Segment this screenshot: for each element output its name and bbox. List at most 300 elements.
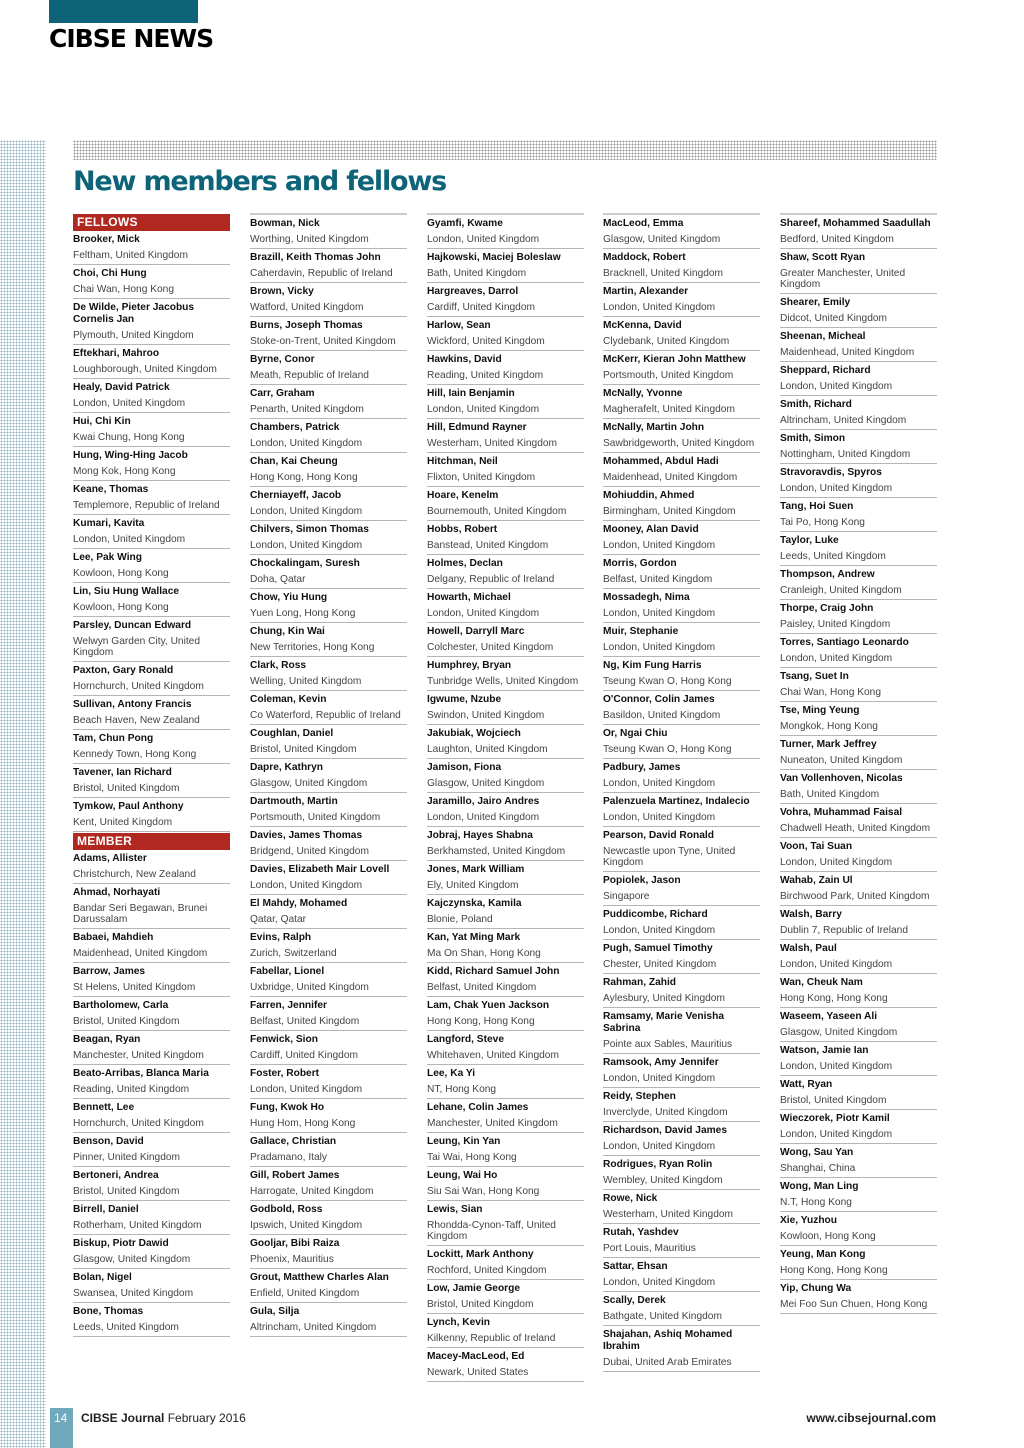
member-name: Hitchman, Neil: [427, 456, 498, 467]
member-name: Low, Jamie George: [427, 1283, 521, 1294]
member-name: Gooljar, Bibi Raiza: [250, 1238, 340, 1249]
member-location: Kowloon, Hong Kong: [73, 568, 169, 579]
member-location: Feltham, United Kingdom: [73, 250, 188, 261]
member-entry: [780, 1178, 937, 1212]
member-name: Chung, Kin Wai: [250, 626, 325, 637]
member-entry: [427, 215, 584, 249]
member-entry: [603, 521, 760, 555]
member-entry: [780, 1008, 937, 1042]
member-location: Doha, Qatar: [250, 574, 306, 585]
member-name: Or, Ngai Chiu: [603, 728, 668, 739]
member-name: Paxton, Gary Ronald: [73, 665, 174, 676]
member-entry: [427, 1133, 584, 1167]
member-location: Rhondda-Cynon-Taff, United Kingdom: [427, 1220, 556, 1242]
member-name: Tsang, Suet In: [780, 671, 849, 682]
member-entry: [73, 583, 230, 617]
member-entry: [427, 895, 584, 929]
member-name: Gyamfi, Kwame: [427, 218, 503, 229]
member-location: Bridgend, United Kingdom: [250, 846, 369, 857]
member-location: London, United Kingdom: [250, 438, 363, 449]
decorative-dot-pattern: [0, 140, 46, 1448]
member-name: Davies, Elizabeth Mair Lovell: [250, 864, 390, 875]
member-location: Laughton, United Kingdom: [427, 744, 548, 755]
member-entry: [427, 419, 584, 453]
member-name: Evins, Ralph: [250, 932, 312, 943]
member-location: Bristol, United Kingdom: [73, 783, 180, 794]
member-location: Penarth, United Kingdom: [250, 404, 364, 415]
member-location: Mei Foo Sun Chuen, Hong Kong: [780, 1299, 928, 1310]
member-entry: [427, 1031, 584, 1065]
member-entry: [73, 929, 230, 963]
member-name: Byrne, Conor: [250, 354, 315, 365]
member-name: Hawkins, David: [427, 354, 502, 365]
member-name: Bowman, Nick: [250, 218, 320, 229]
member-name: Yip, Chung Wa: [780, 1283, 852, 1294]
member-name: Shaw, Scott Ryan: [780, 252, 866, 263]
member-name: Hobbs, Robert: [427, 524, 498, 535]
member-name: Walsh, Barry: [780, 909, 842, 920]
member-name: Fabellar, Lionel: [250, 966, 325, 977]
member-name: Carr, Graham: [250, 388, 315, 399]
member-location: London, United Kingdom: [780, 381, 893, 392]
member-location: Portsmouth, United Kingdom: [250, 812, 381, 823]
member-location: Maidenhead, United Kingdom: [73, 948, 208, 959]
member-location: Clydebank, United Kingdom: [603, 336, 730, 347]
member-location: London, United Kingdom: [603, 812, 716, 823]
member-name: Howarth, Michael: [427, 592, 511, 603]
member-entry: [73, 884, 230, 929]
member-location: Beach Haven, New Zealand: [73, 715, 200, 726]
member-name: Ramsamy, Marie Venisha Sabrina: [603, 1011, 724, 1034]
member-entry: [250, 1269, 407, 1303]
member-location: Glasgow, United Kingdom: [427, 778, 545, 789]
member-location: London, United Kingdom: [427, 234, 540, 245]
member-location: Wembley, United Kingdom: [603, 1175, 723, 1186]
member-entry: [603, 1190, 760, 1224]
member-location: Ely, United Kingdom: [427, 880, 519, 891]
member-entry: [603, 1258, 760, 1292]
member-entry: [73, 963, 230, 997]
member-location: Ipswich, United Kingdom: [250, 1220, 363, 1231]
footer-url[interactable]: www.cibsejournal.com: [806, 1411, 936, 1425]
member-name: Scally, Derek: [603, 1295, 666, 1306]
member-location: Dublin 7, Republic of Ireland: [780, 925, 908, 936]
member-entry: [603, 691, 760, 725]
member-name: Bartholomew, Carla: [73, 1000, 169, 1011]
member-entry: [250, 793, 407, 827]
member-name: Beato-Arribas, Blanca Maria: [73, 1068, 209, 1079]
member-location: Blonie, Poland: [427, 914, 493, 925]
member-location: Bristol, United Kingdom: [73, 1016, 180, 1027]
column-1: [73, 213, 230, 1337]
member-name: McKenna, David: [603, 320, 682, 331]
member-name: McKerr, Kieran John Matthew: [603, 354, 746, 365]
member-location: Hong Kong, Hong Kong: [780, 1265, 888, 1276]
member-entry: [73, 997, 230, 1031]
member-entry: [73, 1201, 230, 1235]
member-entry: [780, 328, 937, 362]
member-entry: [427, 827, 584, 861]
member-entry: [73, 798, 230, 832]
member-name: Richardson, David James: [603, 1125, 727, 1136]
member-name: Igwume, Nzube: [427, 694, 502, 705]
member-location: Chester, United Kingdom: [603, 959, 717, 970]
member-entry: [73, 1167, 230, 1201]
member-location: Worthing, United Kingdom: [250, 234, 369, 245]
member-name: Sheenan, Micheal: [780, 331, 866, 342]
member-name: Tavener, Ian Richard: [73, 767, 172, 778]
member-location: Tai Wai, Hong Kong: [427, 1152, 517, 1163]
member-name: Rowe, Nick: [603, 1193, 658, 1204]
member-name: Lockitt, Mark Anthony: [427, 1249, 534, 1260]
member-entry: [780, 634, 937, 668]
member-entry: [250, 1303, 407, 1337]
member-entry: [603, 1292, 760, 1326]
member-location: Reading, United Kingdom: [73, 1084, 190, 1095]
member-name: Vohra, Muhammad Faisal: [780, 807, 903, 818]
member-entry: [780, 294, 937, 328]
member-entry: [780, 498, 937, 532]
member-location: Rochford, United Kingdom: [427, 1265, 547, 1276]
member-location: London, United Kingdom: [250, 540, 363, 551]
member-entry: [73, 413, 230, 447]
member-name: Biskup, Piotr Dawid: [73, 1238, 169, 1249]
member-location: Welling, United Kingdom: [250, 676, 362, 687]
member-name: Chan, Kai Cheung: [250, 456, 338, 467]
member-location: Cardiff, United Kingdom: [427, 302, 535, 313]
member-location: NT, Hong Kong: [427, 1084, 497, 1095]
member-entry: [73, 1031, 230, 1065]
member-name: Lewis, Sian: [427, 1204, 483, 1215]
member-location: Yuen Long, Hong Kong: [250, 608, 356, 619]
member-location: Belfast, United Kingdom: [250, 1016, 360, 1027]
member-name: Babaei, Mahdieh: [73, 932, 154, 943]
member-location: London, United Kingdom: [603, 778, 716, 789]
member-name: Wahab, Zain Ul: [780, 875, 853, 886]
member-entry: [250, 351, 407, 385]
member-entry: [603, 759, 760, 793]
member-entry: [427, 1065, 584, 1099]
member-entry: [603, 487, 760, 521]
member-entry: [250, 691, 407, 725]
member-entry: [250, 215, 407, 249]
member-name: Taylor, Luke: [780, 535, 839, 546]
member-name: Wong, Man Ling: [780, 1181, 859, 1192]
member-location: Kilkenny, Republic of Ireland: [427, 1333, 556, 1344]
member-location: Caherdavin, Republic of Ireland: [250, 268, 393, 279]
member-location: Glasgow, United Kingdom: [780, 1027, 898, 1038]
member-name: Bone, Thomas: [73, 1306, 144, 1317]
member-location: London, United Kingdom: [427, 812, 540, 823]
member-location: Stoke-on-Trent, United Kingdom: [250, 336, 396, 347]
member-name: Benson, David: [73, 1136, 144, 1147]
member-name: Tse, Ming Yeung: [780, 705, 860, 716]
member-entry: [427, 521, 584, 555]
member-name: Watson, Jamie Ian: [780, 1045, 869, 1056]
member-name: Turner, Mark Jeffrey: [780, 739, 877, 750]
member-entry: [250, 521, 407, 555]
member-name: Kajczynska, Kamila: [427, 898, 522, 909]
member-entry: [780, 974, 937, 1008]
member-location: Altrincham, United Kingdom: [250, 1322, 377, 1333]
member-entry: [603, 725, 760, 759]
member-entry: [73, 850, 230, 884]
member-name: McNally, Martin John: [603, 422, 705, 433]
member-name: Hui, Chi Kin: [73, 416, 131, 427]
member-location: Delgany, Republic of Ireland: [427, 574, 555, 585]
member-name: Hill, Edmund Rayner: [427, 422, 527, 433]
member-name: Brazill, Keith Thomas John: [250, 252, 381, 263]
member-entry: [780, 940, 937, 974]
member-location: Hung Hom, Hong Kong: [250, 1118, 356, 1129]
member-entry: [427, 725, 584, 759]
member-location: Glasgow, United Kingdom: [603, 234, 721, 245]
member-entry: [780, 1110, 937, 1144]
member-entry: [73, 1303, 230, 1337]
member-name: Jobraj, Hayes Shabna: [427, 830, 533, 841]
category-heading: MEMBER: [73, 833, 230, 850]
member-entry: [780, 430, 937, 464]
member-entry: [250, 997, 407, 1031]
member-location: London, United Kingdom: [603, 925, 716, 936]
member-entry: [427, 555, 584, 589]
member-location: Bandar Seri Begawan, Brunei Darussalam: [73, 903, 208, 925]
member-name: Clark, Ross: [250, 660, 307, 671]
member-location: Glasgow, United Kingdom: [73, 1254, 191, 1265]
member-location: St Helens, United Kingdom: [73, 982, 196, 993]
member-location: London, United Kingdom: [603, 1277, 716, 1288]
member-entry: [250, 1201, 407, 1235]
member-name: Sheppard, Richard: [780, 365, 871, 376]
member-entry: [780, 396, 937, 430]
member-location: London, United Kingdom: [603, 302, 716, 313]
member-entry: [250, 1167, 407, 1201]
member-entry: [73, 447, 230, 481]
member-location: Swansea, United Kingdom: [73, 1288, 194, 1299]
member-entry: [603, 793, 760, 827]
member-entry: [780, 1212, 937, 1246]
member-location: Basildon, United Kingdom: [603, 710, 721, 721]
member-location: London, United Kingdom: [250, 506, 363, 517]
member-name: Reidy, Stephen: [603, 1091, 676, 1102]
member-location: Glasgow, United Kingdom: [250, 778, 368, 789]
header-accent-bar: [49, 0, 198, 23]
page-title: New members and fellows: [73, 166, 446, 197]
member-location: Colchester, United Kingdom: [427, 642, 554, 653]
member-location: Bristol, United Kingdom: [780, 1095, 887, 1106]
member-name: De Wilde, Pieter Jacobus Cornelis Jan: [73, 302, 195, 325]
member-location: Zurich, Switzerland: [250, 948, 337, 959]
member-name: Smith, Simon: [780, 433, 846, 444]
member-location: London, United Kingdom: [780, 483, 893, 494]
member-entry: [603, 623, 760, 657]
member-location: Tunbridge Wells, United Kingdom: [427, 676, 579, 687]
member-location: Port Louis, Mauritius: [603, 1243, 696, 1254]
member-entry: [603, 589, 760, 623]
member-name: Bennett, Lee: [73, 1102, 135, 1113]
member-location: Nottingham, United Kingdom: [780, 449, 911, 460]
member-location: Cardiff, United Kingdom: [250, 1050, 358, 1061]
member-name: Gallace, Christian: [250, 1136, 337, 1147]
member-location: London, United Kingdom: [250, 880, 363, 891]
member-name: Davies, James Thomas: [250, 830, 363, 841]
member-name: Yeung, Man Kong: [780, 1249, 866, 1260]
member-location: Mong Kok, Hong Kong: [73, 466, 176, 477]
member-entry: [427, 1348, 584, 1382]
member-location: Ma On Shan, Hong Kong: [427, 948, 541, 959]
member-entry: [603, 283, 760, 317]
member-entry: [250, 1133, 407, 1167]
member-name: Harlow, Sean: [427, 320, 491, 331]
member-entry: [603, 385, 760, 419]
member-name: Tymkow, Paul Anthony: [73, 801, 184, 812]
member-name: Coughlan, Daniel: [250, 728, 334, 739]
member-entry: [427, 589, 584, 623]
member-name: Godbold, Ross: [250, 1204, 323, 1215]
member-name: Jones, Mark William: [427, 864, 525, 875]
member-name: Martin, Alexander: [603, 286, 689, 297]
member-name: Rodrigues, Ryan Rolin: [603, 1159, 713, 1170]
member-entry: [73, 730, 230, 764]
member-location: Uxbridge, United Kingdom: [250, 982, 369, 993]
member-name: Muir, Stephanie: [603, 626, 679, 637]
member-entry: [250, 861, 407, 895]
member-entry: [250, 487, 407, 521]
member-entry: [603, 215, 760, 249]
member-entry: [780, 838, 937, 872]
member-entry: [427, 1167, 584, 1201]
member-entry: [427, 691, 584, 725]
member-name: Lee, Pak Wing: [73, 552, 142, 563]
decorative-dot-band: [73, 140, 937, 160]
member-name: Hill, Iain Benjamin: [427, 388, 515, 399]
member-name: Gill, Robert James: [250, 1170, 340, 1181]
member-entry: [780, 600, 937, 634]
member-name: Shearer, Emily: [780, 297, 851, 308]
member-location: London, United Kingdom: [73, 398, 186, 409]
member-entry: [603, 351, 760, 385]
member-location: Kowloon, Hong Kong: [780, 1231, 876, 1242]
member-entry: [427, 1246, 584, 1280]
member-entry: [603, 555, 760, 589]
member-name: Leung, Kin Yan: [427, 1136, 501, 1147]
member-entry: [780, 770, 937, 804]
member-entry: [73, 379, 230, 413]
member-location: Westerham, United Kingdom: [427, 438, 558, 449]
member-entry: [603, 1122, 760, 1156]
member-name: Holmes, Declan: [427, 558, 503, 569]
member-location: London, United Kingdom: [603, 642, 716, 653]
member-entry: [427, 929, 584, 963]
member-name: Voon, Tai Suan: [780, 841, 853, 852]
member-name: Wieczorek, Piotr Kamil: [780, 1113, 890, 1124]
member-entry: [780, 804, 937, 838]
member-name: Humphrey, Bryan: [427, 660, 512, 671]
member-name: McNally, Yvonne: [603, 388, 683, 399]
member-entry: [250, 555, 407, 589]
member-name: Tam, Chun Pong: [73, 733, 154, 744]
member-location: Maidenhead, United Kingdom: [603, 472, 738, 483]
member-location: Bristol, United Kingdom: [250, 744, 357, 755]
member-entry: [73, 515, 230, 549]
member-location: London, United Kingdom: [603, 540, 716, 551]
member-name: Rutah, Yashdev: [603, 1227, 679, 1238]
member-location: Chai Wan, Hong Kong: [780, 687, 881, 698]
member-entry: [250, 589, 407, 623]
member-name: Fenwick, Sion: [250, 1034, 318, 1045]
member-name: Xie, Yuzhou: [780, 1215, 837, 1226]
member-location: Loughborough, United Kingdom: [73, 364, 217, 375]
member-entry: [427, 963, 584, 997]
member-name: Torres, Santiago Leonardo: [780, 637, 909, 648]
member-location: Wickford, United Kingdom: [427, 336, 545, 347]
member-name: Parsley, Duncan Edward: [73, 620, 192, 631]
member-location: Bathgate, United Kingdom: [603, 1311, 722, 1322]
member-location: London, United Kingdom: [780, 653, 893, 664]
member-entry: [427, 1314, 584, 1348]
member-entry: [427, 385, 584, 419]
member-entry: [427, 997, 584, 1031]
member-name: Kidd, Richard Samuel John: [427, 966, 560, 977]
member-entry: [427, 1201, 584, 1246]
member-location: Pradamano, Italy: [250, 1152, 328, 1163]
member-location: Manchester, United Kingdom: [73, 1050, 204, 1061]
member-location: London, United Kingdom: [603, 1141, 716, 1152]
member-entry: [250, 895, 407, 929]
member-name: Kumari, Kavita: [73, 518, 145, 529]
member-entry: [780, 532, 937, 566]
member-location: Nuneaton, United Kingdom: [780, 755, 903, 766]
member-entry: [427, 249, 584, 283]
member-name: Bertoneri, Andrea: [73, 1170, 159, 1181]
member-name: Mohiuddin, Ahmed: [603, 490, 695, 501]
member-entry: [73, 549, 230, 583]
member-entry: [250, 929, 407, 963]
member-location: Maidenhead, United Kingdom: [780, 347, 915, 358]
member-name: Ahmad, Norhayati: [73, 887, 161, 898]
member-location: Tseung Kwan O, Hong Kong: [603, 676, 732, 687]
member-location: Hornchurch, United Kingdom: [73, 1118, 204, 1129]
member-location: Tseung Kwan O, Hong Kong: [603, 744, 732, 755]
member-entry: [250, 453, 407, 487]
member-entry: [780, 1042, 937, 1076]
member-entry: [603, 872, 760, 906]
member-name: Lam, Chak Yuen Jackson: [427, 1000, 550, 1011]
member-location: Bath, United Kingdom: [780, 789, 880, 800]
member-name: Mooney, Alan David: [603, 524, 699, 535]
member-entry: [427, 351, 584, 385]
member-entry: [250, 963, 407, 997]
member-name: Shajahan, Ashiq Mohamed Ibrahim: [603, 1329, 733, 1352]
member-name: Kan, Yat Ming Mark: [427, 932, 521, 943]
member-entry: [603, 1088, 760, 1122]
member-name: Morris, Gordon: [603, 558, 677, 569]
member-entry: [73, 662, 230, 696]
member-entry: [73, 1099, 230, 1133]
member-name: Thorpe, Craig John: [780, 603, 874, 614]
member-location: Kennedy Town, Hong Kong: [73, 749, 197, 760]
member-name: Padbury, James: [603, 762, 681, 773]
member-entry: [780, 464, 937, 498]
member-name: O'Connor, Colin James: [603, 694, 715, 705]
member-location: Harrogate, United Kingdom: [250, 1186, 374, 1197]
member-location: Leeds, United Kingdom: [73, 1322, 179, 1333]
member-name: Grout, Matthew Charles Alan: [250, 1272, 389, 1283]
member-entry: [73, 231, 230, 265]
member-location: Hong Kong, Hong Kong: [780, 993, 888, 1004]
member-name: Ramsook, Amy Jennifer: [603, 1057, 719, 1068]
member-entry: [780, 215, 937, 249]
